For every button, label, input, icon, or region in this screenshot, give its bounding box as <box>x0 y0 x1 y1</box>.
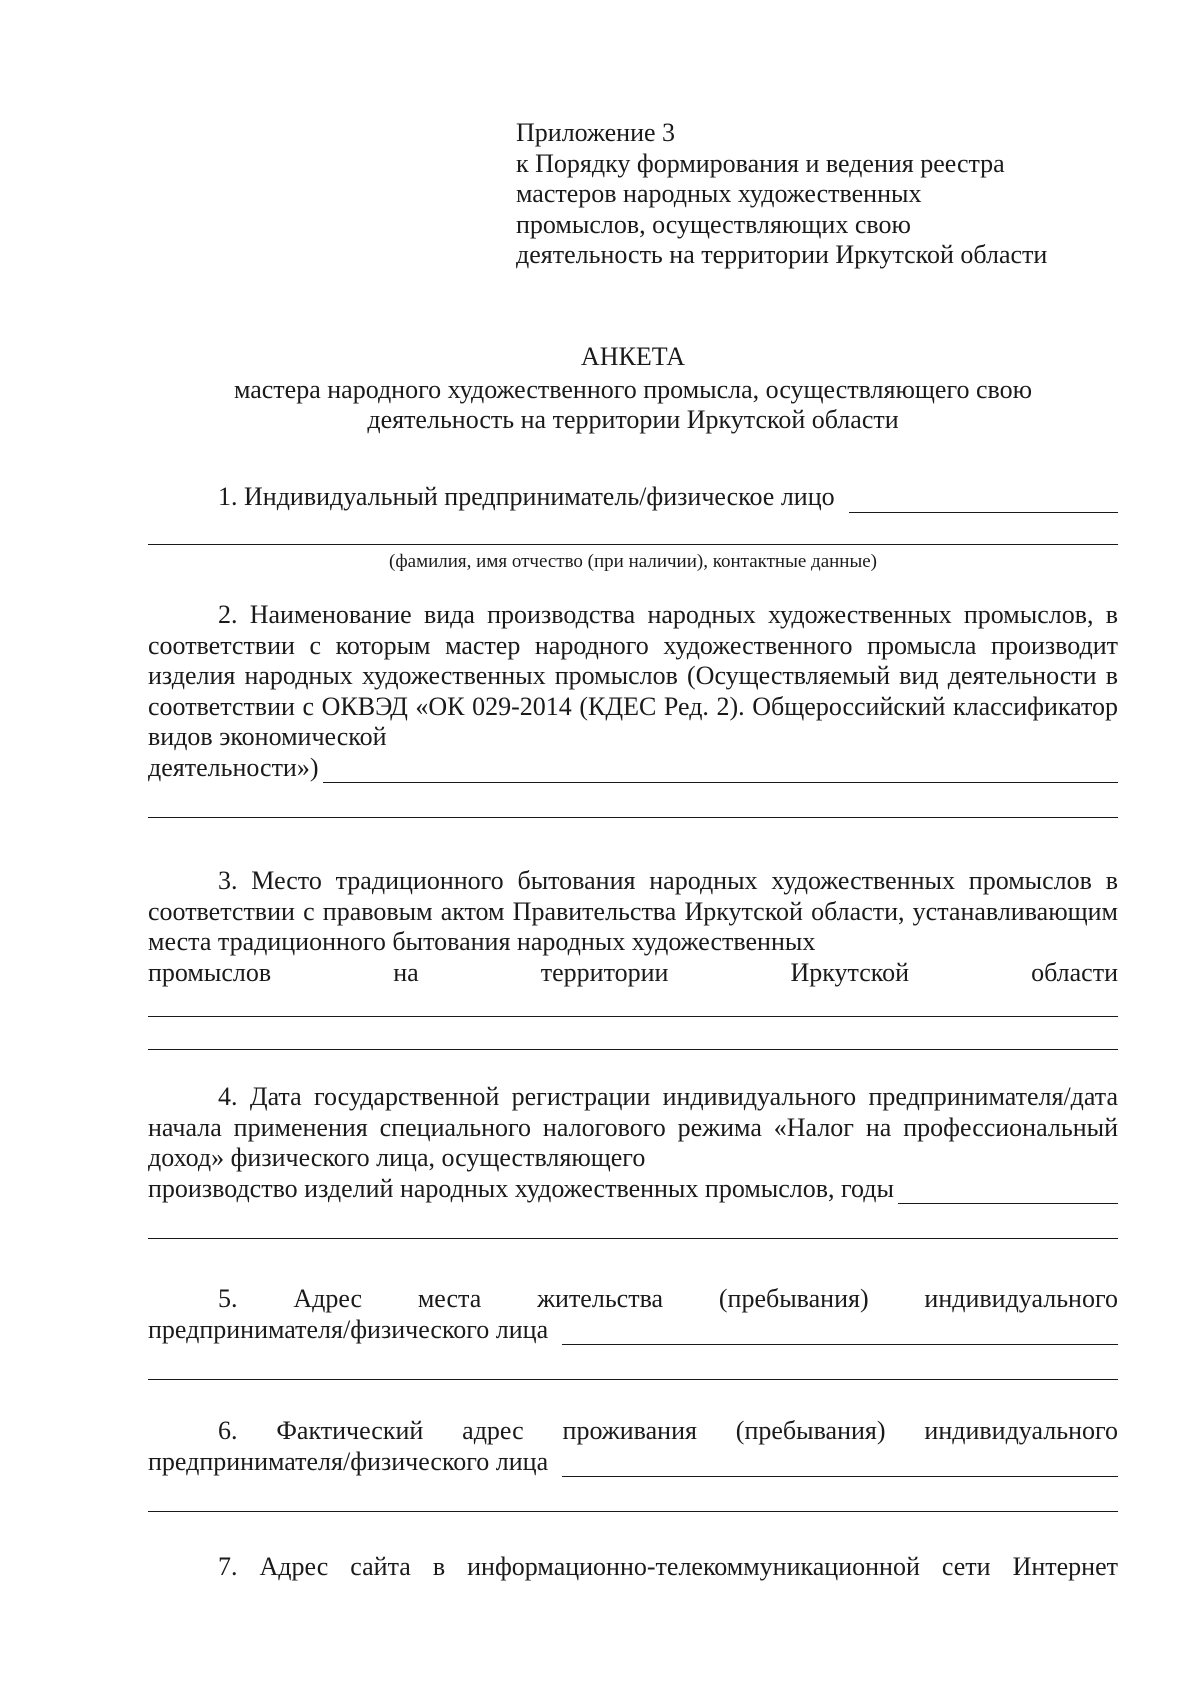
item-4-tail: производство изделий народных художественных промыслов, годы <box>148 1173 895 1203</box>
appendix-line: деятельность на территории Иркутской области <box>516 240 1048 269</box>
item-1-fill-line[interactable] <box>849 488 1118 513</box>
item-2-body: 2. Наименование вида производства народных художественных промыслов, в соответствии с которым мастер народного художественного промысла производит изделия народных художественных промыслов (Осуществляемый вид деятельности в соответствии с ОКВЭД «ОК 029-2014 (КДЕС Ред. 2). Общероссийский классификатор видов экономической <box>148 600 1118 751</box>
item-6-line-2[interactable] <box>148 1511 1118 1512</box>
item-1-caption: (фамилия, имя отчество (при наличии), контактные данные) <box>389 550 877 572</box>
item-1-text: 1. Индивидуальный предприниматель/физическое лицо <box>218 482 835 511</box>
item-2-tail: деятельности») <box>148 752 319 782</box>
item-2 <box>148 600 1118 818</box>
item-4-line-2[interactable] <box>148 1238 1118 1239</box>
item-6 <box>148 1416 1118 1512</box>
item-2-fill-line[interactable] <box>323 758 1119 783</box>
item-5-line-2[interactable] <box>148 1379 1118 1380</box>
item-6-body: 6. Фактический адрес проживания (пребывания) индивидуального <box>218 1416 1118 1445</box>
item-2-line-2[interactable] <box>148 817 1118 818</box>
item-1 <box>148 482 1118 573</box>
title-line-1: мастера народного художественного промысла, осуществляющего свою <box>233 374 1033 404</box>
appendix-line: промыслов, осуществляющих свою <box>516 209 911 239</box>
title-line-2: деятельность на территории Иркутской области <box>367 405 899 434</box>
title-heading: АНКЕТА <box>580 342 686 371</box>
item-6-fill-line[interactable] <box>562 1452 1118 1477</box>
appendix-line: мастеров народных художественных <box>516 179 922 208</box>
appendix-line: к Порядку формирования и ведения реестра <box>516 148 1005 178</box>
item-3 <box>148 866 1118 1050</box>
item-3-body: 3. Место традиционного бытования народных художественных промыслов в соответствии с правовым актом Правительства Иркутской области, устанавливающим места традиционного бытования народных художественных <box>148 866 1118 956</box>
document-title <box>148 342 1118 436</box>
appendix-line: Приложение 3 <box>516 118 676 147</box>
item-4-body: 4. Дата государственной регистрации индивидуального предпринимателя/дата начала применения специального налогового режима «Налог на профессиональный доход» физического лица, осуществляющего <box>148 1082 1118 1172</box>
appendix-header <box>516 118 1156 271</box>
item-7-body: 7. Адрес сайта в информационно-телекоммуникационной сети Интернет <box>218 1552 1118 1581</box>
item-3-last-line: промыслов на территории Иркутской области <box>148 957 1118 987</box>
item-3-line-1[interactable] <box>148 1016 1118 1017</box>
item-5 <box>148 1284 1118 1380</box>
item-6-tail: предпринимателя/физического лица <box>148 1446 549 1476</box>
item-5-body: 5. Адрес места жительства (пребывания) индивидуального <box>218 1284 1118 1313</box>
item-4 <box>148 1082 1118 1239</box>
item-3-line-2[interactable] <box>148 1049 1118 1050</box>
item-1-line-2[interactable] <box>148 544 1118 545</box>
item-7 <box>148 1552 1118 1583</box>
item-5-tail: предпринимателя/физического лица <box>148 1314 549 1344</box>
item-5-fill-line[interactable] <box>562 1320 1118 1345</box>
item-4-fill-line[interactable] <box>898 1179 1118 1204</box>
